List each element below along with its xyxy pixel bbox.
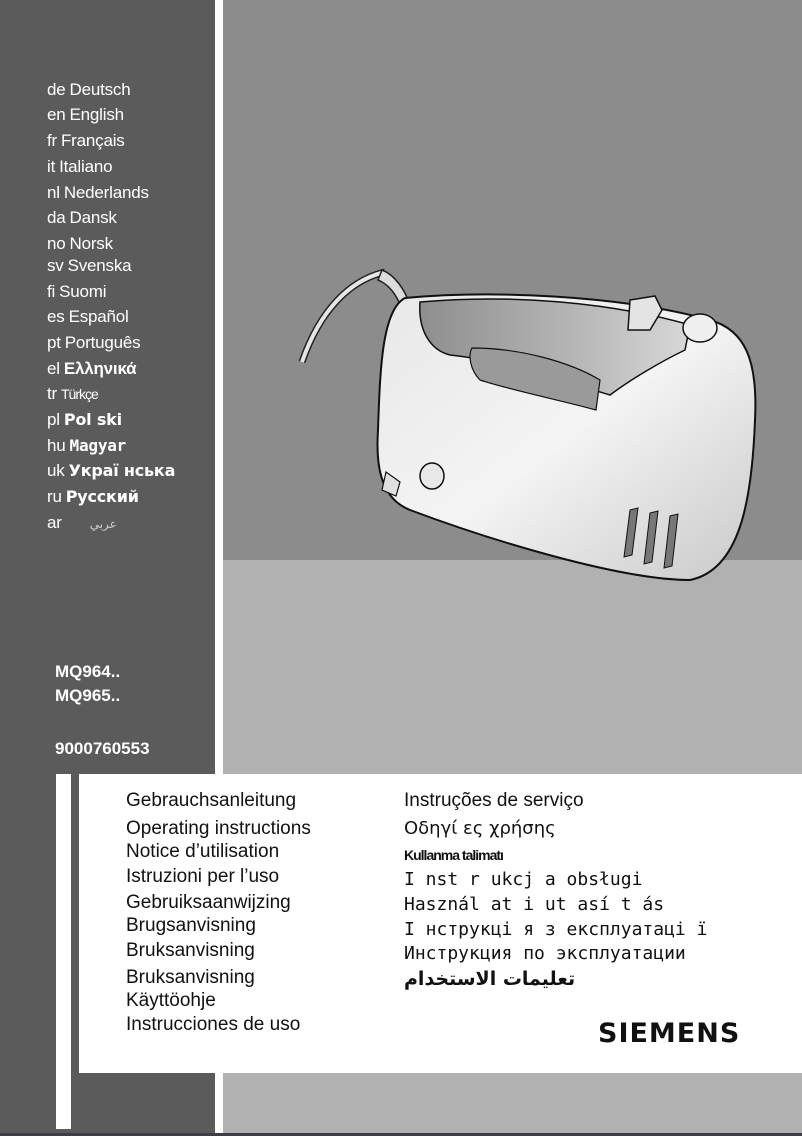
manual-title: Operating instructions <box>126 818 311 839</box>
model-numbers <box>55 660 120 708</box>
brand-logo: SIEMENS <box>598 1018 741 1049</box>
language-item: en English <box>47 105 124 124</box>
language-item: pt Português <box>47 333 141 352</box>
manual-title: Инструкция по эксплуатации <box>404 943 686 964</box>
language-item: no Norsk <box>47 234 113 253</box>
language-item: ar عربي <box>47 513 117 532</box>
manual-title: Istruzioni per l’uso <box>126 866 280 887</box>
language-item: hu Magyar <box>47 436 127 455</box>
language-item: fi Suomi <box>47 282 107 301</box>
manual-title: Bruksanvisning <box>126 940 255 961</box>
model-number: MQ964.. <box>55 662 121 681</box>
language-item: ru Русский <box>47 487 139 506</box>
manual-title: Brugsanvisning <box>126 915 256 936</box>
model-number: MQ965.. <box>55 686 121 705</box>
manual-title: I nst r ukcj a obsługi <box>404 869 643 890</box>
hand-mixer-illustration <box>290 250 760 610</box>
decorative-strip <box>56 774 71 1129</box>
language-item: uk Украї нська <box>47 461 176 480</box>
manual-title: І нструкці я з експлуатаці ї <box>404 919 708 940</box>
manual-title: Használ at i ut así t ás <box>404 894 665 915</box>
manual-title: Bruksanvisning <box>126 967 255 988</box>
language-item: nl Nederlands <box>47 183 149 202</box>
language-item: sv Svenska <box>47 256 132 275</box>
manual-title: Notice d’utilisation <box>126 841 280 862</box>
manual-title: Käyttöohje <box>126 990 216 1011</box>
manual-title: Instrucciones de uso <box>126 1014 301 1035</box>
manual-title: Kullanma talimatı <box>404 847 503 863</box>
language-item: el Ελληνικά <box>47 359 137 378</box>
manual-title: تعليمات الاستخدام <box>404 968 576 990</box>
decorative-strip-dark <box>71 774 79 1073</box>
language-item: es Español <box>47 307 129 326</box>
manual-title: Instruções de serviço <box>404 790 584 811</box>
language-item: da Dansk <box>47 208 117 227</box>
manual-title: Gebrauchsanleitung <box>126 790 297 811</box>
manual-title: Οδηγί ες χρήσης <box>404 818 556 839</box>
language-item: de Deutsch <box>47 80 131 99</box>
language-item: tr Türkçe <box>47 384 98 403</box>
manual-title: Gebruiksaanwijzing <box>126 892 291 913</box>
language-item: fr Français <box>47 131 125 150</box>
language-item: pl Pol ski <box>47 410 122 429</box>
language-item: it Italiano <box>47 157 113 176</box>
document-number: 9000760553 <box>55 739 150 758</box>
